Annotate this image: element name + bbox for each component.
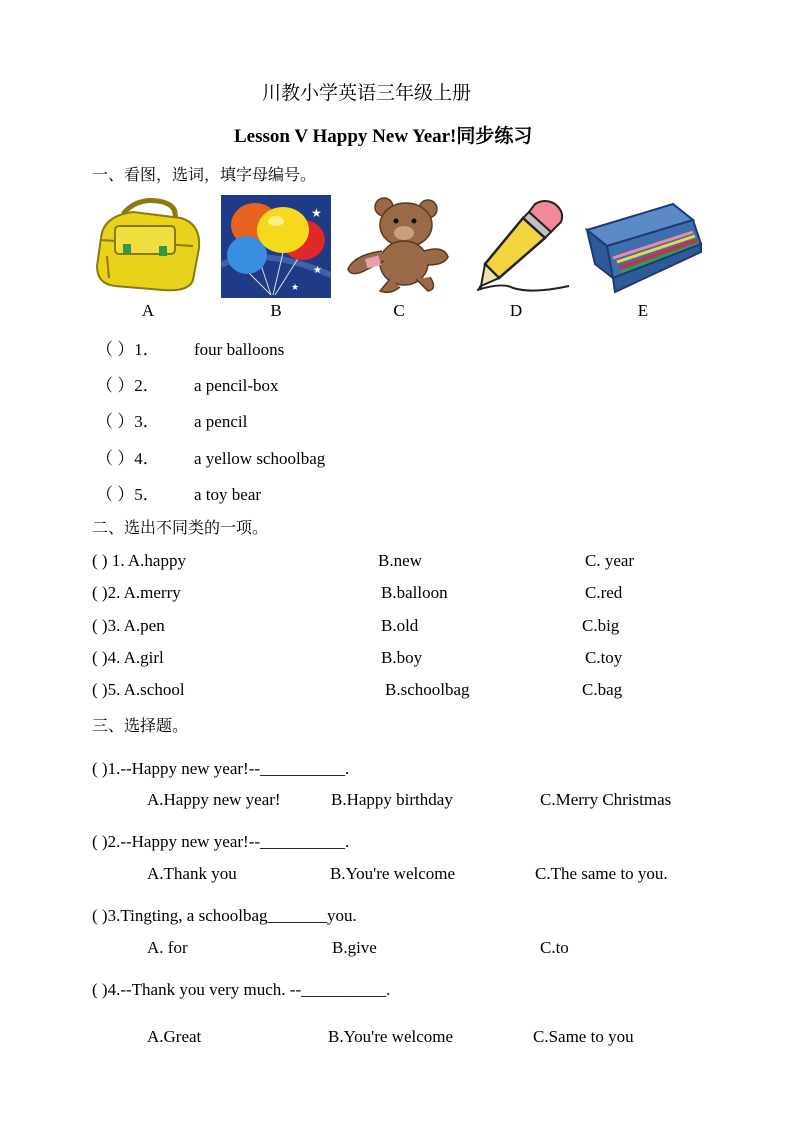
- pencil-box-icon: [583, 200, 703, 296]
- section3-heading: 三、选择题。: [92, 716, 189, 735]
- item-text: a pencil-box: [194, 376, 279, 395]
- s2-row-4-option-b: B.boy: [381, 648, 423, 667]
- answer-bracket[interactable]: （ ）1．: [96, 340, 160, 359]
- s3-q3-option-a: A. for: [147, 938, 188, 957]
- picture-label-e: E: [637, 301, 649, 320]
- s2-row-2-question[interactable]: ( )2. A.merry: [92, 583, 181, 602]
- picture-label-d: D: [509, 301, 523, 320]
- s2-row-5-option-c: C.bag: [582, 680, 623, 699]
- s3-q3-stem[interactable]: ( )3.Tingting, a schoolbag_______you.: [92, 906, 357, 925]
- teddy-bear-icon: [344, 195, 452, 295]
- svg-text:★: ★: [291, 282, 300, 292]
- s3-q4-stem[interactable]: ( )4.--Thank you very much. --__________.: [92, 980, 391, 999]
- s2-row-4-option-c: C.toy: [585, 648, 623, 667]
- s2-row-2-option-c: C.red: [585, 583, 623, 602]
- section1-heading: 一、看图，选词，填字母编号。: [92, 165, 317, 184]
- answer-bracket[interactable]: （ ）5．: [96, 485, 160, 504]
- answer-bracket[interactable]: （ ）2．: [96, 376, 160, 395]
- item-text: a pencil: [194, 412, 248, 431]
- s3-q2-option-c: C.The same to you.: [535, 864, 668, 883]
- s2-row-2-option-b: B.balloon: [381, 583, 448, 602]
- s1-item-2: [96, 371, 279, 396]
- s3-q2-option-a: A.Thank you: [147, 864, 237, 883]
- s3-q1-option-b: B.Happy birthday: [331, 790, 453, 809]
- s2-row-3-option-c: C.big: [582, 616, 620, 635]
- svg-text:★: ★: [313, 265, 322, 276]
- s1-item-3: [96, 407, 247, 432]
- s3-q2-option-b: B.You're welcome: [330, 864, 456, 883]
- s1-item-5: [96, 480, 261, 505]
- s2-row-5-question[interactable]: ( )5. A.school: [92, 680, 185, 699]
- page-title: 川教小学英语三年级上册: [262, 82, 472, 104]
- picture-label-c: C: [393, 301, 405, 320]
- s2-row-3-option-b: B.old: [381, 616, 419, 635]
- s3-q4-option-a: A.Great: [147, 1027, 202, 1046]
- s2-row-1-option-c: C. year: [585, 551, 635, 570]
- s3-q1-option-c: C.Merry Christmas: [540, 790, 672, 809]
- item-text: a yellow schoolbag: [194, 449, 326, 468]
- s3-q2-stem[interactable]: ( )2.--Happy new year!--__________.: [92, 832, 350, 851]
- balloons-icon: [221, 195, 331, 298]
- s2-row-3-question[interactable]: ( )3. A.pen: [92, 616, 165, 635]
- answer-bracket[interactable]: （ ）4．: [96, 449, 160, 468]
- picture-label-b: B: [270, 301, 282, 320]
- s3-q3-option-c: C.to: [540, 938, 569, 957]
- s3-q1-stem[interactable]: ( )1.--Happy new year!--__________.: [92, 759, 350, 778]
- s3-q4-option-b: B.You're welcome: [328, 1027, 454, 1046]
- s3-q4-option-c: C.Same to you: [533, 1027, 634, 1046]
- schoolbag-icon: [93, 196, 205, 296]
- s2-row-4-question[interactable]: ( )4. A.girl: [92, 648, 164, 667]
- s3-q3-option-b: B.give: [332, 938, 377, 957]
- s2-row-1-option-b: B.new: [378, 551, 422, 570]
- s1-item-1: [96, 335, 284, 360]
- item-text: a toy bear: [194, 485, 262, 504]
- page-subtitle: Lesson V Happy New Year!同步练习: [234, 126, 533, 147]
- item-text: four balloons: [194, 340, 285, 359]
- svg-text:★: ★: [311, 206, 322, 220]
- s3-q1-option-a: A.Happy new year!: [147, 790, 281, 809]
- s2-row-5-option-b: B.schoolbag: [385, 680, 470, 699]
- section2-heading: 二、选出不同类的一项。: [92, 518, 269, 537]
- picture-label-a: A: [141, 301, 155, 320]
- pencil-icon: [473, 198, 573, 294]
- s2-row-1-question[interactable]: ( ) 1. A.happy: [92, 551, 186, 570]
- answer-bracket[interactable]: （ ）3．: [96, 412, 160, 431]
- s1-item-4: [96, 444, 325, 469]
